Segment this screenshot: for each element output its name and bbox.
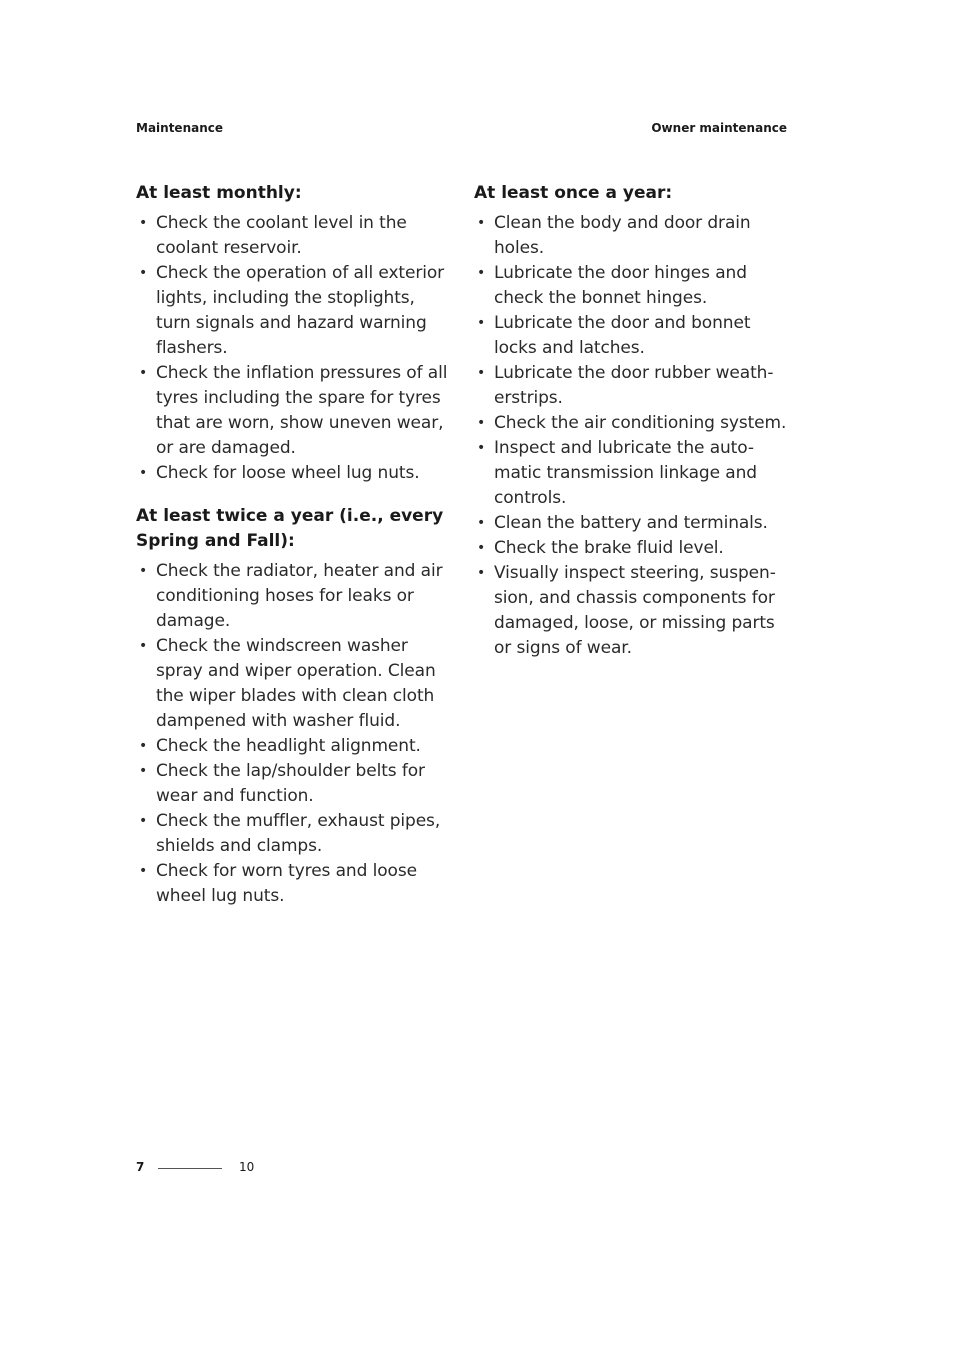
checklist-item [136,734,450,759]
checklist-item-text: Check the inflation pressures of all tyres including the spare for tyres that are worn, show uneven wear, or are damaged. [156,363,448,458]
checklist-item-text: Check for worn tyres and loose wheel lug nuts. [156,861,417,906]
bullet-icon: • [139,813,148,829]
checklist-item [136,559,450,634]
checklist-item-text: Check the windscreen washer spray and wiper operation. Clean the wiper blades with clean cloth dampened with washer fluid. [156,636,436,731]
bullet-icon: • [139,638,148,654]
checklist-item [474,211,792,261]
checklist-item [474,361,792,411]
left-column [136,181,450,927]
checklist-item [136,211,450,261]
section-heading: At least once a year: [474,183,673,203]
bullet-icon: • [139,365,148,381]
checklist-item-text: Check the brake fluid level. [494,538,724,558]
checklist [136,211,450,486]
checklist-item [474,436,792,511]
bullet-icon: • [139,465,148,481]
checklist-item [474,261,792,311]
checklist-item [136,361,450,461]
bullet-icon: • [477,565,486,581]
checklist-item-text: Check the muffler, exhaust pipes, shields and clamps. [156,811,441,856]
bullet-icon: • [139,763,148,779]
checklist-item [474,311,792,361]
checklist-item [474,511,792,536]
bullet-icon: • [139,738,148,754]
bullet-icon: • [477,365,486,381]
checklist [474,211,792,661]
checklist-item-text: Check the coolant level in the coolant reservoir. [156,213,407,258]
checklist-item-text: Clean the body and door drain holes. [494,213,751,258]
bullet-icon: • [477,515,486,531]
maintenance-section [136,504,450,909]
running-header-section: Maintenance [136,121,224,135]
checklist-item-text: Check for loose wheel lug nuts. [156,463,420,483]
checklist-item-text: Clean the battery and terminals. [494,513,768,533]
bullet-icon: • [477,440,486,456]
checklist-item [136,461,450,486]
maintenance-section [474,181,792,661]
checklist-item [136,809,450,859]
checklist-item-text: Check the operation of all exterior lights, including the stoplights, turn signals and hazard warning flashers. [156,263,445,358]
checklist-item-text: Lubricate the door and bonnet locks and latches. [494,313,751,358]
bullet-icon: • [477,215,486,231]
section-heading: At least monthly: [136,183,302,203]
bullet-icon: • [139,265,148,281]
bullet-icon: • [477,265,486,281]
checklist-item [136,634,450,734]
checklist-item [474,561,792,661]
chapter-number: 7 [136,1160,145,1174]
checklist-item-text: Check the headlight alignment. [156,736,421,756]
checklist-item [474,411,792,436]
checklist-item-text: Inspect and lubricate the auto-matic transmission linkage and controls. [494,438,757,508]
bullet-icon: • [139,563,148,579]
checklist-item-text: Check the air conditioning system. [494,413,787,433]
checklist-item-text: Check the radiator, heater and air conditioning hoses for leaks or damage. [156,561,443,631]
bullet-icon: • [477,315,486,331]
checklist-item [474,536,792,561]
checklist-item-text: Lubricate the door hinges and check the bonnet hinges. [494,263,747,308]
checklist-item [136,261,450,361]
maintenance-section [136,181,450,486]
right-column [474,181,792,679]
bullet-icon: • [139,215,148,231]
checklist-item-text: Check the lap/shoulder belts for wear and function. [156,761,425,806]
footer-rule [158,1168,222,1169]
checklist-item-text: Lubricate the door rubber weath-erstrips. [494,363,774,408]
checklist-item-text: Visually inspect steering, suspen-sion, and chassis components for damaged, loose, or missing parts or signs of wear. [494,563,776,658]
bullet-icon: • [139,863,148,879]
bullet-icon: • [477,415,486,431]
checklist-item [136,859,450,909]
page-number: 10 [239,1160,255,1174]
section-heading: At least twice a year (i.e., every Spring and Fall): [136,506,444,551]
checklist [136,559,450,909]
bullet-icon: • [477,540,486,556]
running-header-topic: Owner maintenance [651,121,787,135]
checklist-item [136,759,450,809]
